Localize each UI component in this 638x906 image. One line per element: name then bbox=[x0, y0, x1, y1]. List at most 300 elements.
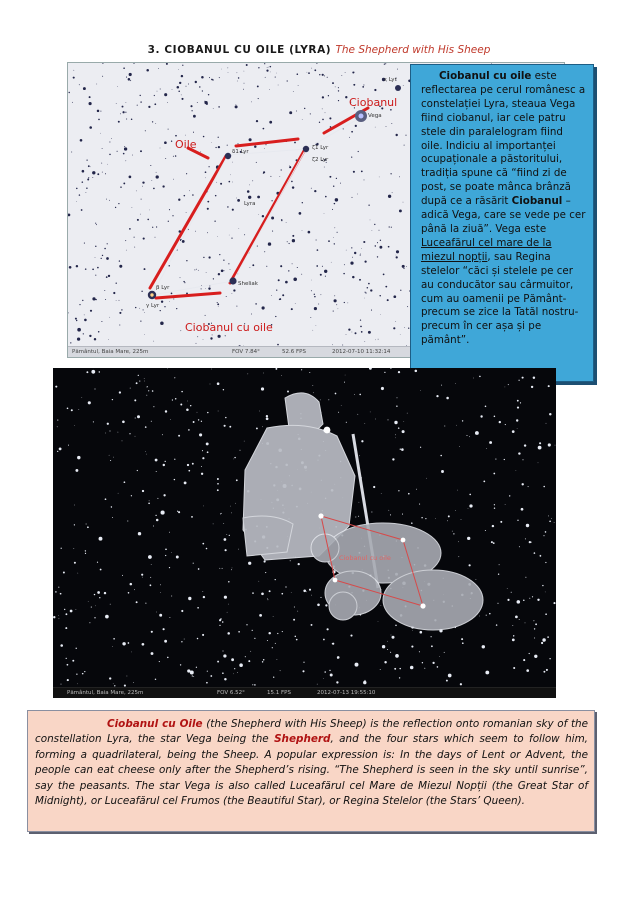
background-star bbox=[325, 196, 327, 198]
background-star bbox=[491, 541, 493, 543]
background-star bbox=[196, 667, 197, 668]
background-star bbox=[516, 470, 517, 471]
background-star bbox=[447, 520, 448, 521]
background-star bbox=[113, 683, 114, 684]
background-star bbox=[202, 90, 203, 91]
background-star bbox=[75, 469, 78, 472]
background-star bbox=[246, 624, 247, 625]
background-star bbox=[293, 278, 297, 282]
background-star bbox=[218, 273, 220, 275]
background-star bbox=[227, 632, 230, 635]
background-star bbox=[237, 81, 238, 82]
background-star bbox=[328, 95, 329, 96]
background-star bbox=[192, 675, 193, 676]
background-star bbox=[538, 462, 539, 463]
background-star bbox=[119, 391, 121, 393]
background-star bbox=[237, 72, 238, 73]
background-star bbox=[93, 421, 94, 422]
background-star bbox=[176, 308, 177, 309]
background-star bbox=[129, 176, 132, 179]
background-star bbox=[378, 339, 379, 340]
background-star bbox=[311, 624, 313, 626]
background-star bbox=[329, 176, 331, 178]
background-star bbox=[89, 102, 92, 105]
background-star bbox=[99, 371, 100, 372]
background-star bbox=[126, 102, 127, 103]
background-star bbox=[548, 515, 549, 516]
chart2-status-bar bbox=[53, 687, 556, 698]
background-star bbox=[307, 72, 308, 73]
background-star bbox=[420, 447, 421, 448]
background-star bbox=[467, 537, 470, 540]
background-star bbox=[354, 72, 355, 73]
background-star bbox=[485, 530, 486, 531]
background-star bbox=[396, 250, 399, 253]
background-star bbox=[178, 90, 180, 92]
background-star bbox=[57, 426, 58, 427]
background-star bbox=[375, 127, 376, 128]
background-star bbox=[206, 682, 208, 684]
background-star bbox=[524, 444, 526, 446]
background-star bbox=[156, 519, 159, 522]
background-star bbox=[404, 145, 405, 146]
background-star bbox=[193, 563, 194, 564]
background-star bbox=[549, 413, 551, 415]
background-star bbox=[353, 84, 355, 86]
background-star bbox=[518, 380, 519, 381]
background-star bbox=[144, 334, 145, 335]
background-star bbox=[334, 227, 335, 228]
background-star bbox=[165, 410, 167, 412]
background-star bbox=[316, 63, 317, 64]
background-star bbox=[140, 95, 141, 96]
background-star bbox=[70, 610, 73, 613]
background-star bbox=[154, 95, 155, 96]
background-star bbox=[157, 91, 158, 92]
background-star bbox=[249, 138, 252, 141]
background-star bbox=[156, 471, 157, 472]
background-star bbox=[258, 67, 259, 68]
background-star bbox=[201, 76, 204, 79]
background-star bbox=[361, 248, 362, 249]
line-top bbox=[236, 139, 298, 146]
background-star bbox=[368, 283, 370, 285]
background-star bbox=[120, 186, 122, 188]
background-star bbox=[494, 416, 496, 418]
background-star bbox=[88, 601, 89, 602]
background-star bbox=[158, 68, 159, 69]
background-star bbox=[405, 135, 406, 136]
background-star bbox=[325, 604, 327, 606]
background-star bbox=[273, 677, 274, 678]
background-star bbox=[167, 657, 169, 659]
background-star bbox=[368, 331, 371, 334]
background-star bbox=[489, 613, 491, 615]
background-star bbox=[344, 264, 345, 265]
background-star bbox=[316, 265, 318, 267]
star-field-dark bbox=[53, 368, 556, 698]
background-star bbox=[104, 290, 105, 291]
background-star bbox=[267, 599, 268, 600]
background-star bbox=[112, 517, 113, 518]
background-star bbox=[224, 678, 226, 680]
sheep-head-2 bbox=[329, 592, 357, 620]
background-star bbox=[279, 176, 280, 177]
background-star bbox=[437, 666, 439, 668]
background-star bbox=[59, 447, 62, 450]
background-star bbox=[333, 185, 334, 186]
background-star bbox=[230, 174, 231, 175]
background-star bbox=[173, 179, 174, 180]
background-star bbox=[462, 420, 463, 421]
background-star bbox=[96, 224, 97, 225]
background-star bbox=[258, 581, 259, 582]
background-star bbox=[257, 85, 259, 87]
background-star bbox=[155, 237, 156, 238]
background-star bbox=[399, 209, 402, 212]
background-star bbox=[251, 314, 252, 315]
background-star bbox=[136, 191, 137, 192]
background-star bbox=[439, 656, 440, 657]
background-star bbox=[109, 317, 110, 318]
background-star bbox=[301, 369, 302, 370]
background-star bbox=[298, 563, 300, 565]
background-star bbox=[370, 220, 371, 221]
background-star bbox=[120, 113, 121, 114]
background-star bbox=[202, 634, 204, 636]
background-star bbox=[148, 502, 150, 504]
background-star bbox=[508, 384, 509, 385]
background-star bbox=[525, 577, 526, 578]
background-star bbox=[543, 671, 545, 673]
background-star bbox=[357, 414, 358, 415]
background-star bbox=[272, 231, 273, 232]
background-star bbox=[215, 147, 216, 148]
background-star bbox=[142, 577, 143, 578]
background-star bbox=[172, 399, 173, 400]
background-star bbox=[105, 433, 106, 434]
background-star bbox=[118, 203, 119, 204]
background-star bbox=[304, 108, 305, 109]
background-star bbox=[549, 520, 551, 522]
background-star bbox=[128, 642, 130, 644]
background-star bbox=[186, 212, 187, 213]
background-star bbox=[151, 180, 152, 181]
background-star bbox=[512, 625, 513, 626]
background-star bbox=[435, 518, 436, 519]
background-star bbox=[393, 295, 396, 298]
background-star bbox=[317, 249, 319, 251]
background-star bbox=[310, 113, 311, 114]
background-star bbox=[151, 631, 153, 633]
background-star bbox=[162, 434, 163, 435]
background-star bbox=[169, 532, 170, 533]
background-star bbox=[156, 612, 157, 613]
background-star bbox=[295, 303, 296, 304]
background-star bbox=[154, 103, 156, 105]
background-star bbox=[355, 125, 357, 127]
constellation-lines bbox=[150, 108, 368, 298]
background-star bbox=[118, 493, 119, 494]
background-star bbox=[277, 659, 278, 660]
background-star bbox=[322, 74, 324, 76]
line-right bbox=[230, 151, 304, 283]
background-star bbox=[127, 676, 128, 677]
background-star bbox=[226, 296, 227, 297]
background-star bbox=[218, 306, 219, 307]
background-star bbox=[286, 222, 287, 223]
background-star bbox=[169, 567, 170, 568]
background-star bbox=[459, 446, 460, 447]
background-star bbox=[218, 335, 221, 338]
background-star bbox=[148, 106, 150, 108]
background-star bbox=[398, 490, 399, 491]
background-star bbox=[325, 276, 326, 277]
background-star bbox=[533, 377, 535, 379]
background-star bbox=[192, 463, 194, 465]
background-star bbox=[545, 613, 547, 615]
background-star bbox=[116, 103, 117, 104]
background-star bbox=[458, 541, 459, 542]
background-star bbox=[79, 304, 80, 305]
background-star bbox=[193, 421, 195, 423]
background-star bbox=[341, 405, 342, 406]
background-star bbox=[186, 408, 189, 411]
background-star bbox=[187, 401, 188, 402]
background-star bbox=[266, 70, 268, 72]
background-star bbox=[55, 386, 57, 388]
background-star bbox=[403, 268, 404, 269]
background-star bbox=[546, 423, 547, 424]
background-star bbox=[513, 667, 515, 669]
background-star bbox=[122, 106, 124, 108]
background-star bbox=[124, 146, 125, 147]
background-star bbox=[306, 591, 307, 592]
background-star bbox=[146, 387, 147, 388]
background-star bbox=[233, 673, 234, 674]
background-star bbox=[84, 671, 85, 672]
background-star bbox=[363, 241, 365, 243]
background-star bbox=[133, 682, 134, 683]
background-star bbox=[263, 128, 265, 130]
info-text-2: – adică Vega, care se vede pe cer până la ziuă”. Vega este bbox=[421, 195, 586, 235]
background-star bbox=[329, 670, 330, 671]
background-star bbox=[79, 84, 80, 85]
background-star bbox=[278, 85, 279, 86]
background-star bbox=[123, 153, 125, 155]
background-star bbox=[97, 173, 99, 175]
background-star bbox=[512, 430, 515, 433]
background-star bbox=[538, 446, 542, 450]
info-link-luceafarul[interactable]: Luceafărul cel mare de la miezul nopții bbox=[421, 236, 552, 263]
background-star bbox=[181, 75, 183, 77]
background-star bbox=[292, 186, 294, 188]
background-star bbox=[270, 176, 271, 177]
background-star bbox=[295, 636, 296, 637]
background-star bbox=[290, 560, 291, 561]
background-star bbox=[336, 178, 337, 179]
background-star bbox=[198, 270, 199, 271]
background-star bbox=[73, 77, 75, 79]
background-star bbox=[188, 429, 190, 431]
background-star bbox=[529, 598, 530, 599]
background-star bbox=[303, 589, 306, 592]
background-star bbox=[456, 425, 457, 426]
background-star bbox=[126, 77, 127, 78]
background-star bbox=[216, 182, 217, 183]
background-star bbox=[446, 397, 449, 400]
background-star bbox=[407, 306, 408, 307]
background-star bbox=[61, 684, 62, 685]
background-star bbox=[89, 622, 90, 623]
background-star bbox=[338, 412, 339, 413]
background-star bbox=[217, 303, 219, 305]
background-star bbox=[125, 160, 126, 161]
background-star bbox=[388, 195, 391, 198]
background-star bbox=[85, 268, 87, 270]
background-star bbox=[258, 98, 259, 99]
background-star bbox=[323, 678, 324, 679]
background-star bbox=[282, 631, 283, 632]
background-star bbox=[399, 677, 400, 678]
background-star bbox=[323, 639, 325, 641]
background-star bbox=[164, 640, 167, 643]
background-star bbox=[101, 258, 102, 259]
background-star bbox=[534, 638, 535, 639]
background-star bbox=[252, 264, 254, 266]
background-star bbox=[322, 119, 324, 121]
background-star bbox=[334, 243, 335, 244]
background-star bbox=[235, 105, 238, 108]
background-star bbox=[370, 289, 372, 291]
background-star bbox=[314, 69, 316, 71]
background-star bbox=[203, 257, 204, 258]
background-star bbox=[314, 296, 316, 298]
background-star bbox=[212, 334, 213, 335]
background-star bbox=[244, 83, 245, 84]
background-star bbox=[230, 506, 231, 507]
background-star bbox=[424, 668, 425, 669]
background-star bbox=[505, 424, 506, 425]
background-star bbox=[220, 513, 221, 514]
background-star bbox=[136, 601, 138, 603]
background-star bbox=[117, 151, 118, 152]
background-star bbox=[60, 593, 62, 595]
background-star bbox=[364, 341, 365, 342]
background-star bbox=[130, 388, 131, 389]
background-star bbox=[532, 596, 533, 597]
background-star bbox=[143, 309, 144, 310]
background-star bbox=[539, 442, 541, 444]
background-star bbox=[385, 286, 387, 288]
background-star bbox=[407, 413, 408, 414]
background-star bbox=[513, 635, 514, 636]
background-star bbox=[179, 82, 181, 84]
background-star bbox=[269, 590, 271, 592]
background-star bbox=[218, 146, 220, 148]
background-star bbox=[311, 188, 312, 189]
background-star bbox=[105, 615, 109, 619]
background-star bbox=[68, 213, 70, 216]
background-star bbox=[186, 173, 187, 174]
background-star bbox=[236, 306, 237, 307]
background-star bbox=[420, 390, 421, 391]
background-star bbox=[360, 254, 361, 255]
background-star bbox=[90, 310, 92, 312]
background-star bbox=[206, 442, 209, 445]
background-star bbox=[95, 605, 96, 606]
background-star bbox=[522, 483, 524, 485]
background-star bbox=[140, 321, 141, 322]
star-epsilon bbox=[395, 85, 401, 91]
background-star bbox=[76, 674, 77, 675]
background-star bbox=[408, 493, 410, 495]
background-star bbox=[211, 79, 213, 81]
background-star bbox=[199, 86, 200, 87]
background-star bbox=[493, 542, 495, 544]
background-star bbox=[145, 603, 146, 604]
background-star bbox=[396, 256, 398, 258]
background-star bbox=[167, 102, 168, 103]
background-star bbox=[222, 650, 223, 651]
background-star bbox=[211, 369, 212, 370]
background-star bbox=[203, 136, 205, 138]
background-star bbox=[76, 320, 77, 321]
background-star bbox=[119, 260, 120, 261]
background-star bbox=[346, 422, 347, 423]
background-star bbox=[270, 72, 271, 73]
background-star bbox=[169, 301, 170, 302]
background-star bbox=[175, 398, 177, 400]
background-star bbox=[332, 82, 334, 84]
background-star bbox=[124, 481, 126, 483]
background-star bbox=[395, 654, 399, 658]
background-star bbox=[269, 121, 272, 124]
background-star bbox=[268, 632, 270, 634]
background-star bbox=[391, 635, 392, 636]
background-star bbox=[131, 652, 132, 653]
background-star bbox=[92, 177, 93, 178]
background-star bbox=[113, 292, 115, 294]
background-star bbox=[74, 425, 75, 426]
background-star bbox=[178, 435, 180, 437]
background-star bbox=[85, 192, 86, 193]
background-star bbox=[452, 531, 453, 532]
background-star bbox=[174, 377, 175, 378]
background-star bbox=[327, 628, 329, 630]
background-star bbox=[263, 306, 265, 308]
background-star bbox=[383, 274, 385, 276]
background-star bbox=[219, 619, 221, 621]
background-star bbox=[350, 261, 353, 264]
background-star bbox=[187, 464, 189, 466]
background-star bbox=[217, 478, 219, 480]
info-lead: Ciobanul cu oile bbox=[439, 70, 532, 82]
background-star bbox=[266, 417, 269, 420]
background-star bbox=[308, 231, 311, 234]
background-star bbox=[64, 609, 65, 610]
background-star bbox=[157, 498, 158, 499]
background-star bbox=[394, 421, 397, 424]
background-star bbox=[195, 81, 197, 83]
background-star bbox=[479, 376, 481, 378]
background-star bbox=[86, 524, 87, 525]
background-star bbox=[190, 105, 192, 107]
background-star bbox=[141, 291, 142, 292]
background-star bbox=[297, 267, 298, 268]
background-star bbox=[144, 268, 146, 270]
background-star bbox=[126, 118, 127, 119]
